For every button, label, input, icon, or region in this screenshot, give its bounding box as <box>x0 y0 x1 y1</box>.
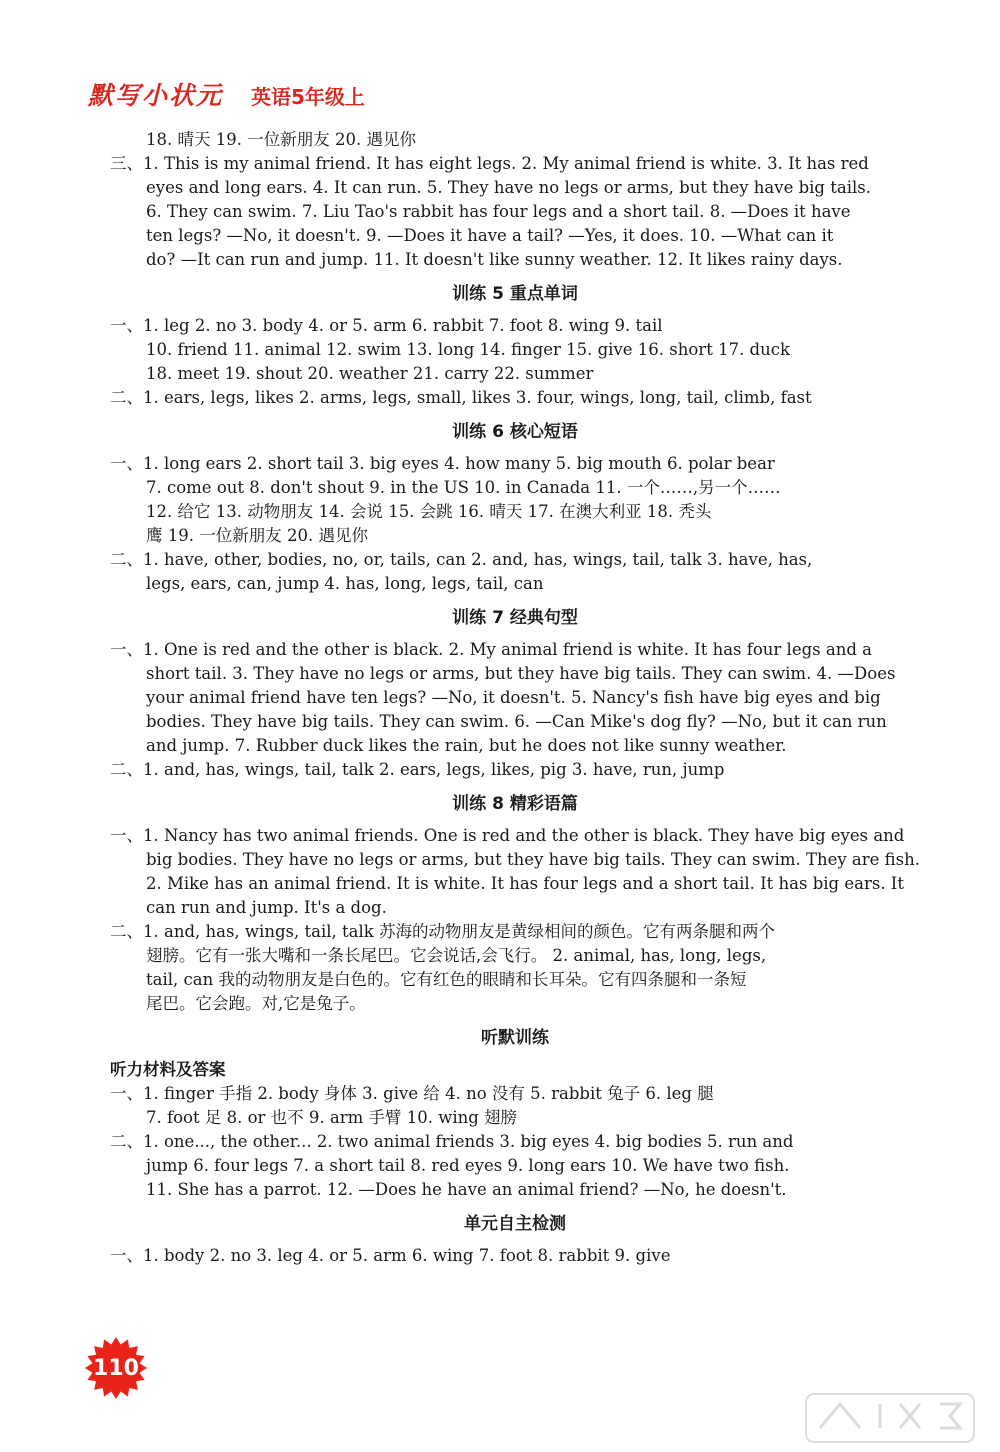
answer-line: 翅膀。它有一张大嘴和一条长尾巴。它会说话,会飞行。 2. animal, has, long, legs, <box>146 946 767 965</box>
answer-line: 一、1. long ears 2. short tail 3. big eyes 4. how many 5. big mouth 6. polar bear <box>110 454 775 473</box>
answer-line: 二、1. have, other, bodies, no, or, tails, can 2. and, has, wings, tail, talk 3. have, has, <box>110 550 813 569</box>
answer-line: and jump. 7. Rubber duck likes the rain, but he does not like sunny weather. <box>146 736 787 755</box>
answer-line: legs, ears, can, jump 4. has, long, legs, tail, can <box>146 574 544 593</box>
answer-line: 18. meet 19. shout 20. weather 21. carry 22. summer <box>146 364 594 383</box>
answer-content <box>110 128 920 1268</box>
answer-line: eyes and long ears. 4. It can run. 5. They have no legs or arms, but they have big tails. <box>146 178 871 197</box>
answer-line: ten legs? —No, it doesn't. 9. —Does it have a tail? —Yes, it does. 10. —What can it <box>146 226 834 245</box>
answer-line: 尾巴。它会跑。对,它是兔子。 <box>146 994 366 1013</box>
answer-line: bodies. They have big tails. They can swim. 6. —Can Mike's dog fly? —No, but it can run <box>146 712 887 731</box>
book-subtitle: 英语5年级上 <box>251 85 365 109</box>
answer-line: 一、1. finger 手指 2. body 身体 3. give 给 4. no 没有 5. rabbit 兔子 6. leg 腿 <box>110 1084 714 1103</box>
section-heading: 听默训练 <box>481 1028 549 1048</box>
series-title: 默写小状元 <box>88 81 224 110</box>
answer-line: 一、1. body 2. no 3. leg 4. or 5. arm 6. wing 7. foot 8. rabbit 9. give <box>110 1246 671 1265</box>
answer-line: 一、1. leg 2. no 3. body 4. or 5. arm 6. rabbit 7. foot 8. wing 9. tail <box>110 316 663 335</box>
answer-line: can run and jump. It's a dog. <box>146 898 387 917</box>
answer-line: 一、1. One is red and the other is black. 2. My animal friend is white. It has four legs and a <box>110 640 872 659</box>
section-heading: 训练 6 核心短语 <box>452 422 578 442</box>
page-number-badge <box>84 1336 148 1400</box>
section-subheading: 听力材料及答案 <box>110 1060 226 1079</box>
answer-line: 一、1. Nancy has two animal friends. One is red and the other is black. They have big eyes and <box>110 826 905 845</box>
section-heading: 单元自主检测 <box>464 1214 566 1234</box>
answer-line: 11. She has a parrot. 12. —Does he have an animal friend? —No, he doesn't. <box>146 1180 787 1199</box>
answer-line: 2. Mike has an animal friend. It is white. It has four legs and a short tail. It has big ears. It <box>146 874 904 893</box>
answer-line: 6. They can swim. 7. Liu Tao's rabbit has four legs and a short tail. 8. —Does it have <box>146 202 851 221</box>
answer-line: 三、1. This is my animal friend. It has eight legs. 2. My animal friend is white. 3. It has red <box>110 154 869 173</box>
answer-line: big bodies. They have no legs or arms, but they have big tails. They can swim. They are fish. <box>146 850 920 869</box>
answer-line: short tail. 3. They have no legs or arms, but they have big tails. They can swim. 4. —Does <box>146 664 896 683</box>
section-heading: 训练 5 重点单词 <box>452 284 578 304</box>
answer-line: do? —It can run and jump. 11. It doesn't like sunny weather. 12. It likes rainy days. <box>146 250 843 269</box>
answer-line: 二、1. and, has, wings, tail, talk 2. ears, legs, likes, pig 3. have, run, jump <box>110 760 725 779</box>
answer-line: 18. 晴天 19. 一位新朋友 20. 遇见你 <box>146 130 416 149</box>
answer-line: 二、1. ears, legs, likes 2. arms, legs, small, likes 3. four, wings, long, tail, climb, fast <box>110 388 812 407</box>
answer-line: 7. foot 足 8. or 也不 9. arm 手臂 10. wing 翅膀 <box>146 1108 518 1127</box>
answer-line: 7. come out 8. don't shout 9. in the US 10. in Canada 11. 一个……,另一个…… <box>146 478 781 497</box>
page-number: 110 <box>93 1355 139 1381</box>
answer-line: 10. friend 11. animal 12. swim 13. long 14. finger 15. give 16. short 17. duck <box>146 340 790 359</box>
answer-line: 鹰 19. 一位新朋友 20. 遇见你 <box>146 526 368 545</box>
answer-line: jump 6. four legs 7. a short tail 8. red eyes 9. long ears 10. We have two fish. <box>146 1156 790 1175</box>
answer-line: your animal friend have ten legs? —No, it doesn't. 5. Nancy's fish have big eyes and big <box>146 688 881 707</box>
section-heading: 训练 7 经典句型 <box>452 608 578 628</box>
answer-line: 二、1. and, has, wings, tail, talk 苏海的动物朋友是黄绿相间的颜色。它有两条腿和两个 <box>110 922 775 941</box>
answer-line: 12. 给它 13. 动物朋友 14. 会说 15. 会跳 16. 晴天 17. 在澳大利亚 18. 秃头 <box>146 502 712 521</box>
section-heading: 训练 8 精彩语篇 <box>452 794 578 814</box>
watermark-logo-icon <box>800 1388 980 1448</box>
page-header <box>88 76 365 112</box>
answer-line: 二、1. one..., the other... 2. two animal friends 3. big eyes 4. big bodies 5. run and <box>110 1132 794 1151</box>
answer-line: tail, can 我的动物朋友是白色的。它有红色的眼睛和长耳朵。它有四条腿和一条短 <box>146 970 747 989</box>
